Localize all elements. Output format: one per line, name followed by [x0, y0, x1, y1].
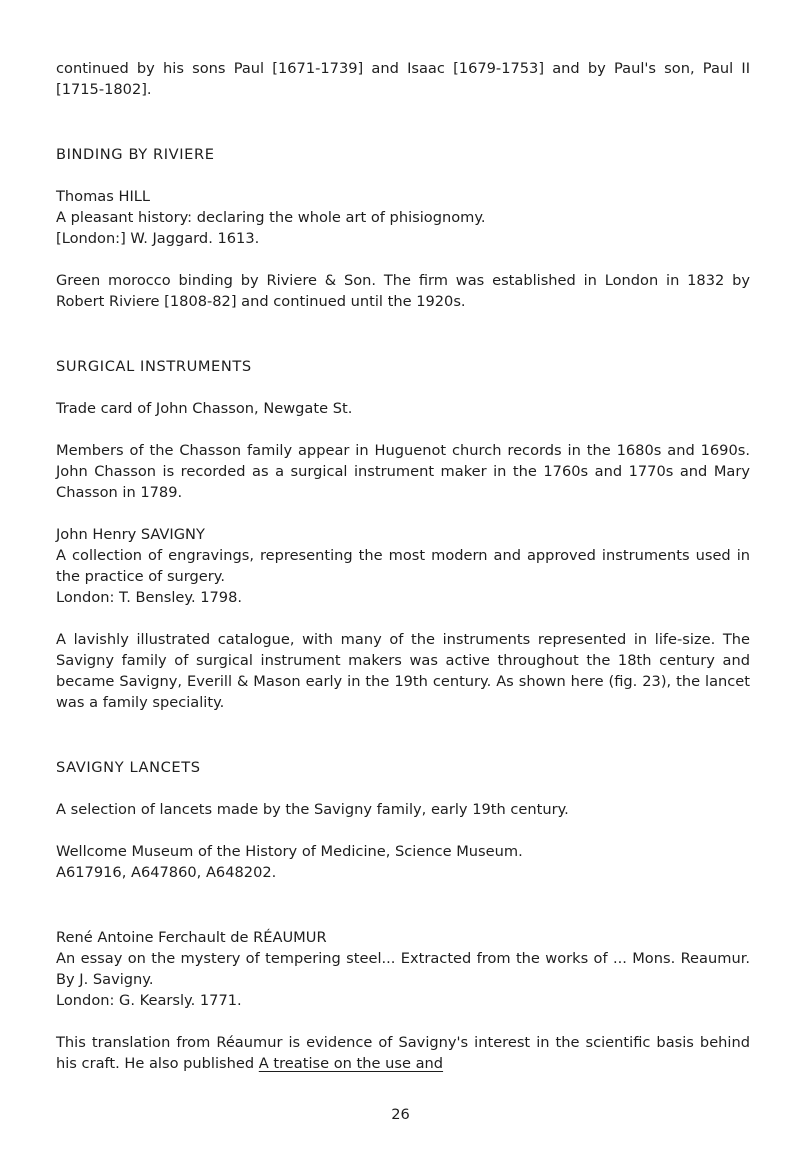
section-heading-surgical: SURGICAL INSTRUMENTS	[56, 358, 252, 375]
surgical-title: A collection of engravings, representing the most modern and approved instruments used in the practice of surgery.	[56, 547, 750, 585]
binding-note: Green morocco binding by Riviere & Son. The firm was established in London in 1832 by Robert Riviere [1808-82] and continued until the 1920s.	[56, 272, 750, 310]
intro-paragraph: continued by his sons Paul [1671-1739] and Isaac [1679-1753] and by Paul's son, Paul II [1715-1802].	[56, 60, 750, 98]
section-heading-binding: BINDING BY RIVIERE	[56, 146, 215, 163]
surgical-author: John Henry SAVIGNY	[56, 526, 205, 543]
surgical-note-savigny: A lavishly illustrated catalogue, with many of the instruments represented in life-size. The Savigny family of surgical instrument makers was active throughout the 18th century and became Savigny, Everill & Mason early in the 19th century. As shown here (fig. 23), the lancet was a family speciality.	[56, 631, 750, 711]
page-number: 26	[391, 1106, 410, 1123]
section-heading-lancets: SAVIGNY LANCETS	[56, 759, 201, 776]
treatise-title-underlined: A treatise on the use and	[258, 1055, 444, 1072]
reaumur-note	[56, 1032, 750, 1074]
surgical-imprint: London: T. Bensley. 1798.	[56, 589, 242, 606]
binding-title: A pleasant history: declaring the whole art of phisiognomy.	[56, 209, 486, 226]
surgical-note-chasson: Members of the Chasson family appear in Huguenot church records in the 1680s and 1690s. John Chasson is recorded as a surgical instrument maker in the 1760s and 1770s and Mary Chasson in 1789.	[56, 442, 750, 501]
binding-author: Thomas HILL	[56, 188, 151, 205]
reaumur-title: An essay on the mystery of tempering steel... Extracted from the works of ... Mons. Reaumur. By J. Savigny.	[56, 950, 750, 988]
reaumur-author: René Antoine Ferchault de RÉAUMUR	[56, 929, 327, 946]
binding-imprint: [London:] W. Jaggard. 1613.	[56, 230, 260, 247]
surgical-item-trade-card: Trade card of John Chasson, Newgate St.	[56, 400, 353, 417]
lancets-description: A selection of lancets made by the Savigny family, early 19th century.	[56, 801, 569, 818]
reaumur-imprint: London: G. Kearsly. 1771.	[56, 992, 242, 1009]
document-page	[56, 58, 750, 1074]
lancets-source: Wellcome Museum of the History of Medicine, Science Museum.	[56, 843, 523, 860]
reaumur-note-text: This translation from Réaumur is evidence of Savigny's interest in the scientific basis behind his craft. He also published	[56, 1034, 750, 1072]
lancets-numbers: A617916, A647860, A648202.	[56, 864, 277, 881]
